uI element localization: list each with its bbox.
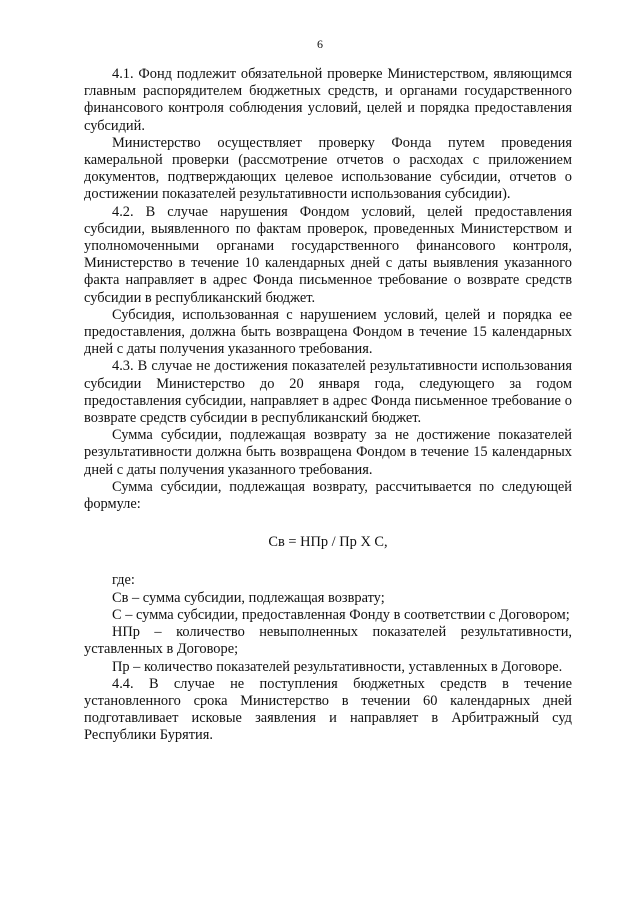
paragraph-formula-intro: Сумма субсидии, подлежащая возврату, рассчитывается по следующей формуле:: [84, 478, 572, 513]
formula: Св = НПр / Пр Х С,: [268, 534, 388, 551]
definitions-intro: где:: [112, 572, 135, 589]
paragraph-ministry-check: Министерство осуществляет проверку Фонда путем проведения камеральной проверки (рассмотрение отчетов о расходах с приложением документов, подтверждающих целевое использование субсидии, отчетов о достижении показателей результативности использования субсидии).: [84, 134, 572, 203]
paragraph-4-2: 4.2. В случае нарушения Фондом условий, целей предоставления субсидии, выявленного по фактам проверок, проведенных Министерством и уполномоченными органами государственного финансового контроля, Министерство в течение 10 календарных дней с даты выявления указанного факта направляет в адрес Фонда письменное требование о возврате средств субсидии в республиканский бюджет.: [84, 203, 572, 306]
definition-item: НПр – количество невыполненных показателей результативности, уставленных в Договоре;: [84, 624, 572, 658]
paragraph-subsidy-violation-return: Субсидия, использованная с нарушением условий, целей и порядка ее предоставления, должна быть возвращена Фондом в течение 15 календарных дней с даты получения указанного требования.: [84, 306, 572, 358]
paragraph-4-1: 4.1. Фонд подлежит обязательной проверке Министерством, являющимся главным распорядителем бюджетных средств, и органами государственного финансового контроля соблюдения условий, целей и порядка предоставления субсидий.: [84, 66, 572, 134]
paragraph-4-4: 4.4. В случае не поступления бюджетных средств в течение установленного срока Министерство в течении 60 календарных дней подготавливает исковые заявления и направляет в Арбитражный суд Республики Бурятия.: [84, 675, 572, 744]
paragraph-4-3: 4.3. В случае не достижения показателей результативности использования субсидии Министерство до 20 января года, следующего за годом предоставления субсидии, направляет в адрес Фонда письменное требование о возврате средств субсидии в республиканский бюджет.: [84, 358, 572, 427]
definition-item: Св – сумма субсидии, подлежащая возврату;: [112, 589, 385, 606]
document-body: [84, 66, 572, 745]
page-number: 6: [317, 37, 323, 51]
paragraph-subsidy-indicator-return: Сумма субсидии, подлежащая возврату за не достижение показателей результативности должна быть возвращена Фондом в течение 15 календарных дней с даты получения указанного требования.: [84, 427, 572, 478]
definition-item: Пр – количество показателей результативности, уставленных в Договоре.: [112, 658, 563, 675]
definition-item: С – сумма субсидии, предоставленная Фонду в соответствии с Договором;: [112, 606, 570, 623]
